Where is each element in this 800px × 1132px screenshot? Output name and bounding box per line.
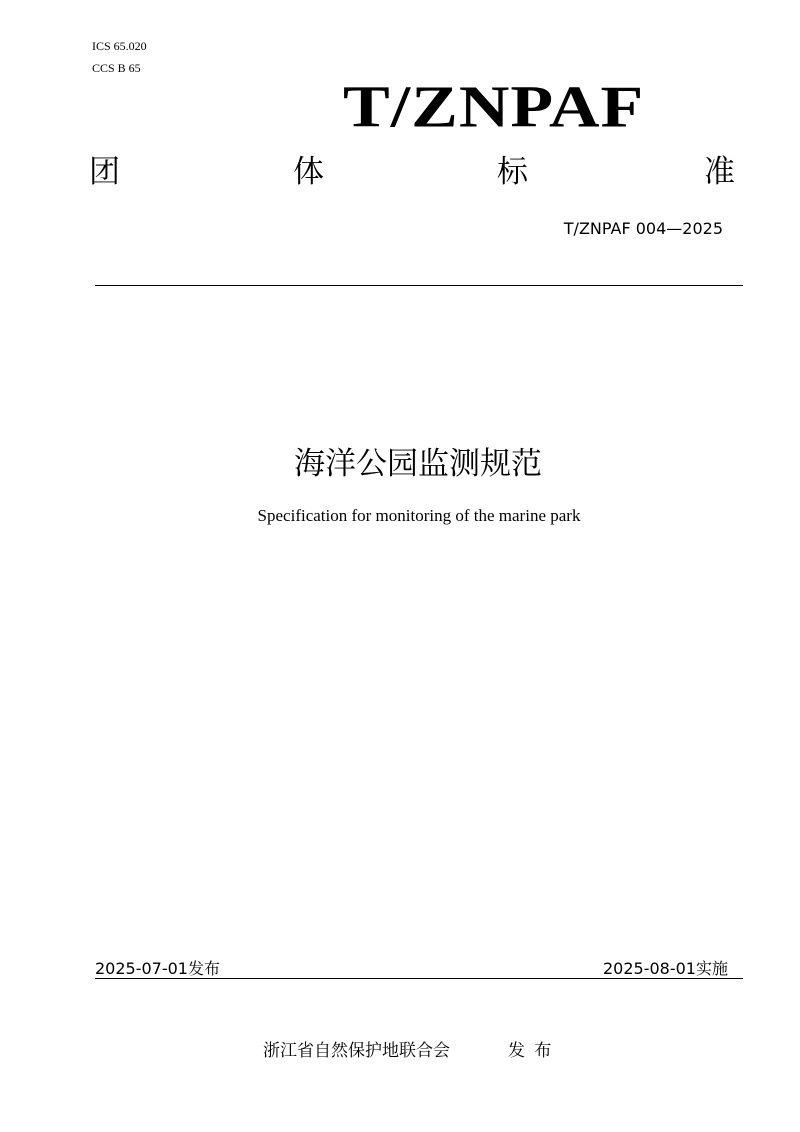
chinese-title: 海洋公园监测规范 bbox=[294, 446, 542, 482]
ccs-code: CCS B 65 bbox=[92, 61, 141, 75]
header-divider bbox=[95, 285, 743, 286]
category-char: 体 bbox=[293, 154, 324, 190]
footer-divider bbox=[95, 978, 743, 979]
implement-date: 2025-08-01实施 bbox=[603, 959, 728, 978]
english-title: Specification for monitoring of the marine park bbox=[257, 506, 581, 525]
issue-date: 2025-07-01发布 bbox=[95, 959, 220, 978]
standard-brand: T/ZNPAF bbox=[343, 74, 645, 141]
category-char: 准 bbox=[704, 154, 735, 190]
category-char: 标 bbox=[497, 154, 528, 190]
category-char: 团 bbox=[89, 154, 120, 190]
standard-number: T/ZNPAF 004—2025 bbox=[563, 219, 723, 238]
publish-label: 发 布 bbox=[508, 1041, 552, 1061]
ics-code: ICS 65.020 bbox=[92, 39, 147, 53]
publisher: 浙江省自然保护地联合会 bbox=[263, 1041, 450, 1061]
